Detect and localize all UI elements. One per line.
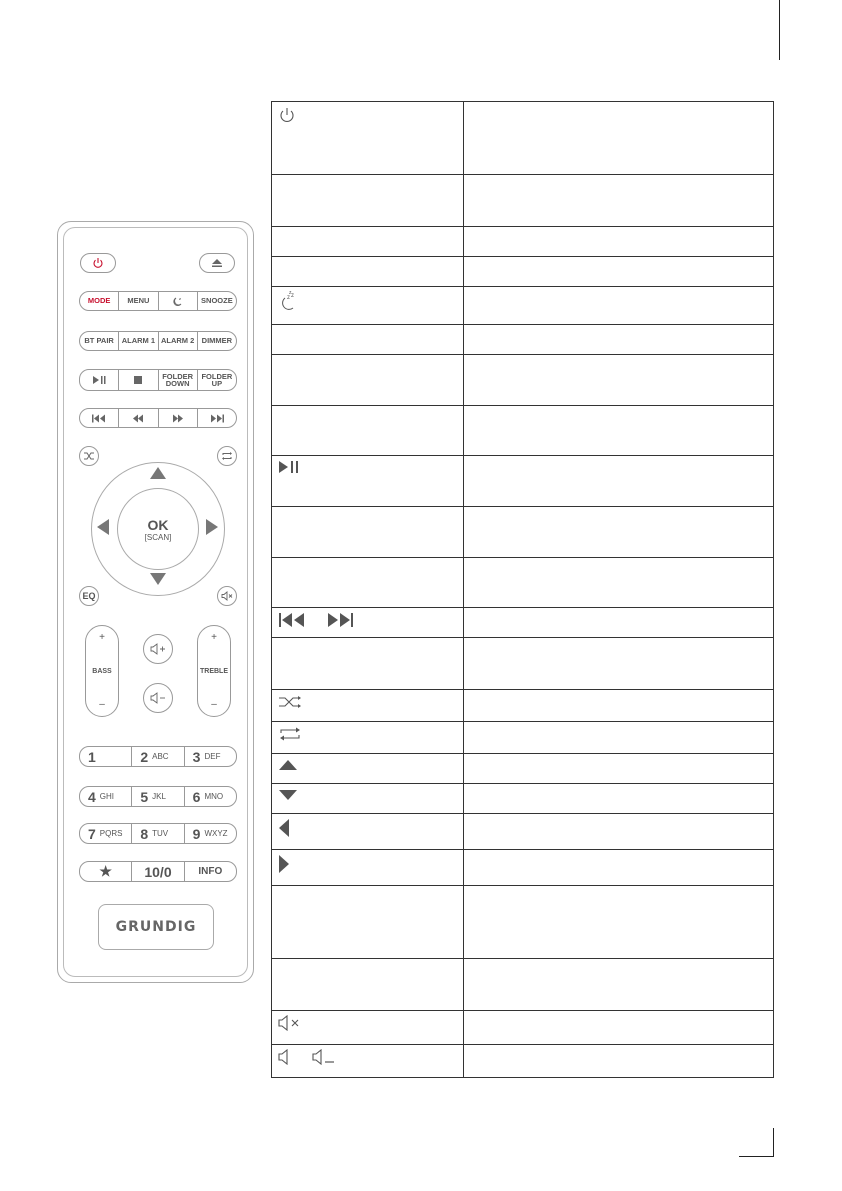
bass-minus[interactable]: – (99, 699, 105, 710)
folder-up-label-line1: FOLDER (201, 371, 233, 381)
scan-label: [SCAN] (144, 532, 172, 542)
rewind-icon (132, 414, 144, 423)
table-row (272, 784, 774, 814)
crop-mark-bottom-h (739, 1156, 773, 1157)
ok-button[interactable] (117, 488, 199, 570)
snooze-button[interactable]: SNOOZE (197, 292, 236, 310)
key-1[interactable]: 1 (88, 748, 96, 765)
svg-text:z: z (287, 295, 290, 301)
key-8[interactable]: 8 TUV (131, 824, 183, 843)
mode-button[interactable]: MODE (87, 296, 111, 306)
skip-forward-button[interactable] (197, 409, 236, 427)
bt-pair-button[interactable]: BT PAIR (84, 336, 114, 346)
numpad-row-4 (79, 861, 237, 882)
numpad-row-3 (79, 823, 237, 844)
eject-button[interactable] (199, 253, 235, 273)
nav-left-icon[interactable] (97, 519, 109, 535)
table-row (272, 690, 774, 722)
left-arrow-icon (278, 818, 290, 838)
up-arrow-icon (278, 759, 298, 771)
svg-text:z: z (291, 293, 294, 299)
nav-down-icon[interactable] (150, 573, 166, 585)
folder-down-label-line2: DOWN (165, 379, 190, 388)
key-3[interactable]: 3 DEF (184, 747, 236, 766)
folder-up-label-line2: UP (211, 379, 223, 388)
table-row (272, 814, 774, 850)
numpad-row-1 (79, 746, 237, 767)
key-7[interactable]: 7 PQRS (88, 825, 123, 842)
volume-down-button[interactable] (143, 683, 173, 713)
table-row (272, 608, 774, 638)
key-4[interactable]: 4 GHI (88, 788, 115, 805)
table-row (272, 257, 774, 287)
alarm1-button[interactable]: ALARM 1 (118, 332, 157, 350)
bass-plus[interactable]: + (99, 632, 105, 643)
table-row (272, 959, 774, 1011)
bass-rocker[interactable] (85, 625, 119, 717)
power-icon (92, 257, 104, 269)
brand-logo: GRUNDIG (115, 919, 197, 935)
bass-label: BASS (92, 667, 112, 675)
table-row (272, 325, 774, 355)
mute-icon (221, 591, 233, 601)
volume-down-icon (150, 692, 166, 704)
button-row-alarm (79, 331, 237, 351)
shuffle-icon (278, 694, 302, 710)
folder-down-button[interactable] (158, 370, 197, 390)
nav-up-icon[interactable] (150, 467, 166, 479)
table-row (272, 558, 774, 608)
table-row (272, 355, 774, 406)
shuffle-icon (83, 451, 95, 461)
table-row (272, 886, 774, 959)
key-9[interactable]: 9 WXYZ (184, 824, 236, 843)
treble-rocker[interactable] (197, 625, 231, 717)
table-row (272, 102, 774, 175)
play-pause-icon (92, 375, 106, 385)
sleep-icon (278, 291, 300, 313)
stop-button[interactable] (118, 370, 157, 390)
table-row (272, 1011, 774, 1045)
svg-text:z: z (178, 296, 181, 301)
treble-minus[interactable]: – (211, 699, 217, 710)
nav-right-icon[interactable] (206, 519, 218, 535)
down-arrow-icon (278, 789, 298, 801)
favorite-button[interactable] (80, 862, 131, 881)
crop-mark-bottom-v (773, 1128, 774, 1157)
treble-label: TREBLE (200, 667, 228, 675)
eq-button[interactable]: EQ (79, 586, 99, 606)
mute-button[interactable] (217, 586, 237, 606)
treble-plus[interactable]: + (211, 632, 217, 643)
fast-forward-button[interactable] (158, 409, 197, 427)
skip-forward-icon (210, 414, 224, 423)
brand-logo-panel (98, 904, 214, 950)
numpad-row-2 (79, 786, 237, 807)
stop-icon (134, 376, 142, 384)
menu-button[interactable]: MENU (118, 292, 157, 310)
button-description-table (271, 101, 774, 1078)
table-row (272, 227, 774, 257)
repeat-icon (278, 726, 302, 742)
sleep-icon (172, 295, 184, 307)
volume-up-icon (150, 643, 166, 655)
button-row-mode (79, 291, 237, 311)
star-icon: ★ (99, 863, 112, 879)
repeat-icon (221, 451, 233, 461)
skip-prev-next-icon (278, 612, 358, 628)
button-row-playback (79, 369, 237, 391)
key-6[interactable]: 6 MNO (184, 787, 236, 806)
dimmer-button[interactable]: DIMMER (197, 332, 236, 350)
mute-icon (278, 1015, 304, 1031)
sleep-button[interactable] (158, 292, 197, 310)
crop-mark-top (779, 0, 780, 60)
table-cell-icon (272, 102, 464, 175)
ok-label: OK (147, 516, 169, 533)
table-row (272, 722, 774, 754)
info-button[interactable]: INFO (184, 862, 236, 881)
alarm2-button[interactable]: ALARM 2 (158, 332, 197, 350)
key-2[interactable]: 2 ABC (131, 747, 183, 766)
key-10-0[interactable]: 10/0 (131, 862, 183, 881)
right-arrow-icon (278, 854, 290, 874)
play-pause-icon (278, 460, 300, 474)
table-row (272, 1045, 774, 1078)
eject-icon (211, 258, 223, 268)
rewind-button[interactable] (118, 409, 157, 427)
volume-up-button[interactable] (143, 634, 173, 664)
table-row (272, 507, 774, 558)
folder-up-button[interactable] (197, 370, 236, 390)
power-button[interactable] (80, 253, 116, 273)
shuffle-button[interactable] (79, 446, 99, 466)
table-row (272, 456, 774, 507)
button-row-skip (79, 408, 237, 428)
skip-back-button[interactable] (80, 409, 118, 427)
table-row (272, 287, 774, 325)
folder-down-label-line1: FOLDER (162, 371, 194, 381)
repeat-button[interactable] (217, 446, 237, 466)
volume-icons (278, 1049, 340, 1065)
play-pause-button[interactable] (80, 370, 118, 390)
svg-text:z: z (289, 291, 292, 296)
skip-back-icon (92, 414, 106, 423)
table-row (272, 638, 774, 690)
power-icon (278, 106, 296, 124)
table-row (272, 406, 774, 456)
fast-forward-icon (172, 414, 184, 423)
key-5[interactable]: 5 JKL (131, 787, 183, 806)
table-row (272, 754, 774, 784)
table-row (272, 175, 774, 227)
table-cell-text (464, 102, 774, 175)
table-row (272, 850, 774, 886)
